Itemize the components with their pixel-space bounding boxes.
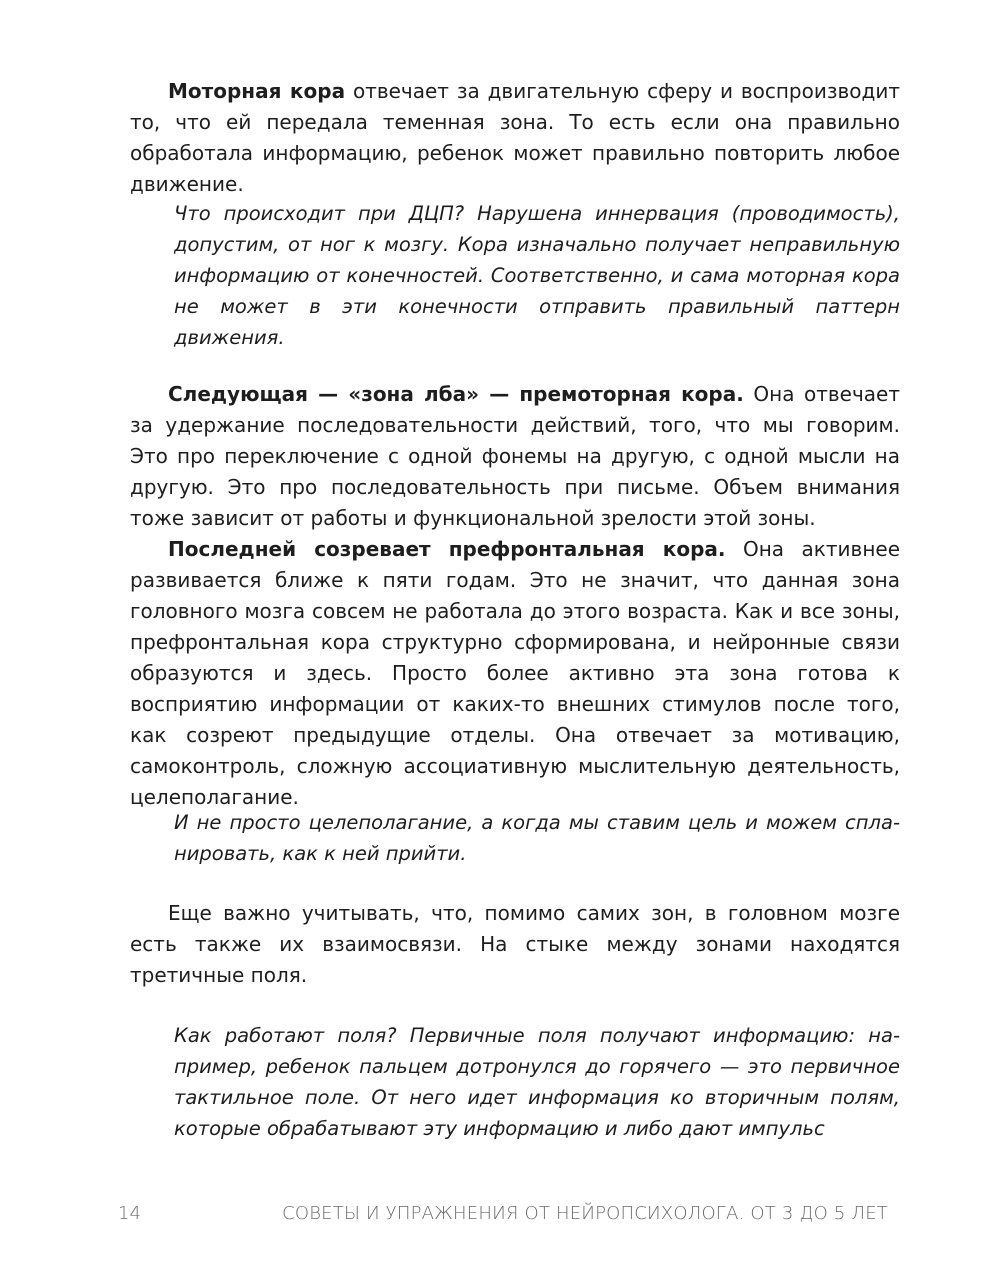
note-text: Что происходит при ДЦП? Нарушена иннервация (проводимость), допустим, от ног к мозгу. Кора изначально получает неправильную информацию от конечностей. Соответственно, и сама моторная кора не может в эти конечности отправить правильный паттерн движения. <box>174 202 900 349</box>
note-goal-setting <box>174 807 900 869</box>
paragraph-text: Еще важно учитывать, что, помимо самих зон, в головном мозге есть также их взаимосвязи. На стыке между зонами находятся третичные поля. <box>130 901 900 987</box>
paragraph-premotor-cortex <box>130 379 900 534</box>
page-footer <box>0 1203 1000 1233</box>
paragraph-text: Она отвечает за удержание последовательности действий, того, что мы говорим. Это про переключение с одной фонемы на другую, с одной мысли на другую. Это про последовательность при письме. Объем внимания тоже зависит от работы и функциональной зрелости этой зоны. <box>130 382 900 530</box>
note-text: Как работают поля? Первичные поля получают информацию: например, ребенок пальцем дотронулся до горячего — это первичное тактильное поле. От него идет информация ко вторичным полям, которые обрабатывают эту информацию и либо дают импульс <box>174 1024 900 1140</box>
note-fields <box>174 1020 900 1144</box>
paragraph-prefrontal-cortex <box>130 534 900 813</box>
paragraph-interconnections <box>130 898 900 991</box>
page-number: 14 <box>118 1203 141 1224</box>
paragraph-text: Она активнее развивается ближе к пяти годам. Это не значит, что данная зона головного мозга совсем не работала до этого возраста. Как и все зоны, префронтальная кора структурно сформирована, и нейронные связи образуются и здесь. Просто более активно эта зона готова к восприятию информации от каких-то внешних стимулов после того, как созреют предыдущие отделы. Она отвечает за мотивацию, самоконтроль, сложную ассоциативную мыслительную деятельность, целеполагание. <box>130 537 900 809</box>
term-premotor-cortex: Следующая — «зона лба» — премоторная кора. <box>168 382 744 406</box>
paragraph-text: отвечает за двигательную сферу и воспроизводит то, что ей передала теменная зона. То есть если она правильно обработала информацию, ребенок может правильно повторить любое движение. <box>130 79 900 196</box>
paragraph-motor-cortex <box>130 76 900 200</box>
term-prefrontal-cortex: Последней созревает префронтальная кора. <box>168 537 726 561</box>
note-text: И не просто целеполагание, а когда мы ставим цель и можем спланировать, как к ней прийти. <box>174 811 900 865</box>
note-cerebral-palsy <box>174 198 900 353</box>
running-title: СОВЕТЫ И УПРАЖНЕНИЯ ОТ НЕЙРОПСИХОЛОГА. ОТ 3 ДО 5 ЛЕТ <box>282 1203 888 1224</box>
term-motor-cortex: Моторная кора <box>168 79 346 103</box>
